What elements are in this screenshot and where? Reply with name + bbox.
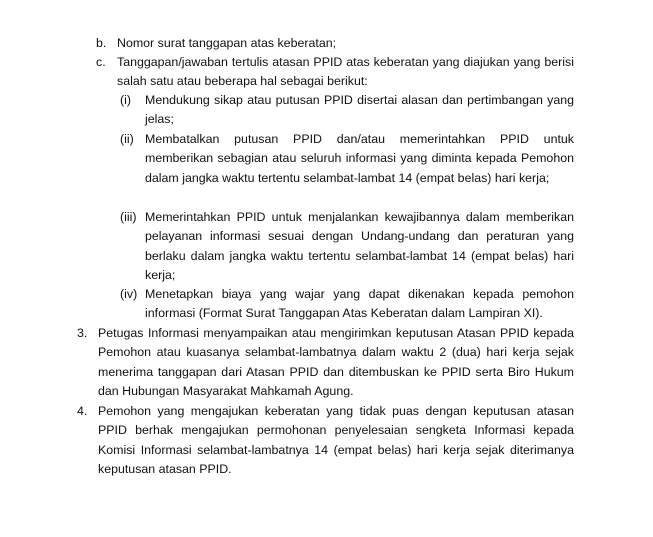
numbered-item-4 xyxy=(77,402,574,480)
list-marker: 3. xyxy=(77,326,88,340)
list-item-c xyxy=(96,53,574,92)
list-marker: b. xyxy=(96,36,107,50)
sub-item-ii xyxy=(120,130,574,188)
list-item-text: Pemohon yang mengajukan keberatan yang tidak puas dengan keputusan atasan PPID berhak mengajukan permohonan penyelesaian sengketa Informasi kepada Komisi Informasi selambat-lambatnya 14 (empat belas) hari kerja sejak diterimanya keputusan atasan PPID. xyxy=(98,404,574,477)
list-item-text: Tanggapan/jawaban tertulis atasan PPID atas keberatan yang diajukan yang berisi salah satu atau beberapa hal sebagai berikut: xyxy=(117,55,574,89)
list-item-text: Nomor surat tanggapan atas keberatan; xyxy=(117,36,337,50)
numbered-item-3 xyxy=(77,324,574,402)
list-item-text: Petugas Informasi menyampaikan atau mengirimkan keputusan Atasan PPID kepada Pemohon atau kuasanya selambat-lambatnya dalam waktu 2 (dua) hari kerja sejak menerima tanggapan dari Atasan PPID dan ditembuskan ke PPID serta Biro Hukum dan Hubungan Masyarakat Mahkamah Agung. xyxy=(98,326,574,399)
list-marker: c. xyxy=(96,55,106,69)
list-marker: (ii) xyxy=(120,132,134,146)
list-item-text: Membatalkan putusan PPID dan/atau memerintahkan PPID untuk memberikan sebagian atau seluruh informasi yang diminta kepada Pemohon dalam jangka waktu tertentu selambat-lambat 14 (empat belas) hari kerja; xyxy=(145,132,574,185)
sub-item-iii xyxy=(120,208,574,286)
list-item-text: Menetapkan biaya yang wajar yang dapat dikenakan kepada pemohon informasi (Format Surat Tanggapan Atas Keberatan dalam Lampiran XI). xyxy=(145,287,574,321)
list-marker: 4. xyxy=(77,404,88,418)
list-item-b xyxy=(96,34,566,53)
sub-item-iv xyxy=(120,285,574,324)
list-item-text: Mendukung sikap atau putusan PPID disertai alasan dan pertimbangan yang jelas; xyxy=(145,93,574,127)
list-item-text: Memerintahkan PPID untuk menjalankan kewajibannya dalam memberikan pelayanan informasi sesuai dengan Undang-undang dan peraturan yang berlaku dalam jangka waktu tertentu selambat-lambat 14 (empat belas) hari kerja; xyxy=(145,210,574,283)
list-marker: (i) xyxy=(120,93,132,107)
list-marker: (iii) xyxy=(120,210,137,224)
sub-item-i xyxy=(120,91,574,130)
list-marker: (iv) xyxy=(120,287,138,301)
